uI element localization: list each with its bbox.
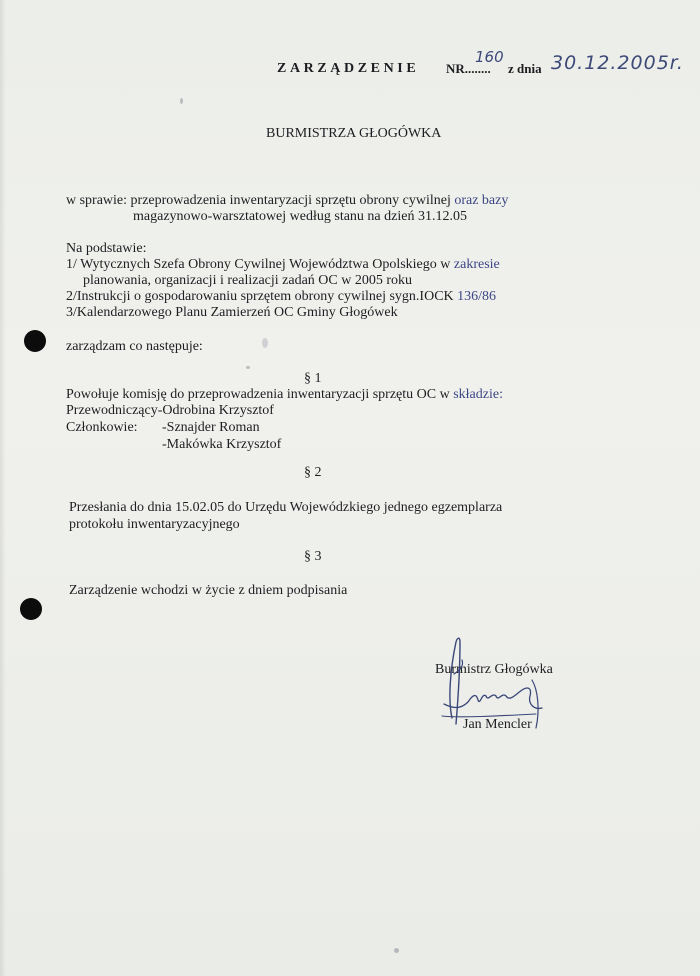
section-1-line-1-prefix: Powołuje komisję do przeprowadzenia inwentaryzacji sprzętu OC w: [66, 387, 450, 402]
section-1-line-1-suffix: składzie:: [453, 387, 503, 402]
basis-item-1-prefix: 1/ Wytycznych Szefa Obrony Cywilnej Województwa Opolskiego w: [66, 257, 451, 272]
basis-item-2-prefix: 2/Instrukcji o gospodarowaniu sprzętem obrony cywilnej sygn.IOCK: [66, 289, 454, 304]
subject-line-2: magazynowo-warsztatowej według stanu na dzień 31.12.05: [133, 209, 467, 224]
basis-item-3: 3/Kalendarzowego Planu Zamierzeń OC Gminy Głogówek: [66, 305, 398, 320]
date-label: z dnia: [508, 61, 542, 76]
handwritten-signature: [438, 630, 548, 740]
section-3-line-1: Zarządzenie wchodzi w życie z dniem podpisania: [69, 583, 348, 598]
signature-name: Jan Mencler: [463, 717, 532, 732]
paper-speck: [394, 948, 399, 953]
handwritten-date: 30.12.2005r.: [551, 52, 684, 74]
subject-line-1-prefix: w sprawie: przeprowadzenia inwentaryzacji sprzętu obrony cywilnej: [66, 193, 451, 208]
basis-item-2: [66, 289, 496, 305]
handwritten-number: 160: [475, 48, 504, 66]
basis-heading: Na podstawie:: [66, 241, 147, 256]
section-1-member-1: -Sznajder Roman: [162, 420, 260, 435]
basis-item-1-suffix: zakresie: [453, 257, 500, 272]
nr-label-text: NR: [446, 61, 465, 76]
section-1-members-label: Członkowie:: [66, 420, 138, 435]
basis-item-1-line-2: planowania, organizacji i realizacji zadań OC w 2005 roku: [83, 273, 413, 288]
page-edge-shadow: [0, 0, 6, 976]
section-1-line-1: [66, 387, 503, 403]
section-2-mark: § 2: [304, 465, 322, 480]
paper-speck: [180, 98, 183, 104]
subject-line-1: [66, 193, 508, 209]
subject-line-1-suffix: oraz bazy: [454, 193, 509, 208]
punch-hole-upper: [24, 330, 46, 352]
section-1-member-2: -Makówka Krzysztof: [162, 437, 282, 452]
punch-hole-lower: [20, 598, 42, 620]
section-2-line-1: Przesłania do dnia 15.02.05 do Urzędu Wojewódzkiego jednego egzemplarza: [69, 500, 503, 515]
section-1-mark: § 1: [304, 371, 322, 386]
document-title: ZARZĄDZENIE: [277, 61, 420, 76]
paper-speck: [246, 366, 250, 369]
section-1-chair: Przewodniczący-Odrobina Krzysztof: [66, 403, 274, 418]
signature-title: Burmistrz Głogówka: [435, 662, 553, 677]
section-2-line-2: protokołu inwentaryzacyjnego: [69, 517, 240, 532]
ordering-line: zarządzam co następuje:: [66, 339, 203, 354]
section-3-mark: § 3: [304, 549, 322, 564]
basis-item-2-suffix: 136/86: [457, 289, 497, 304]
issuer-heading: BURMISTRZA GŁOGÓWKA: [266, 126, 442, 141]
paper-speck: [262, 338, 268, 348]
nr-dots: ........: [464, 61, 491, 76]
basis-item-1-line-1: [66, 257, 500, 273]
